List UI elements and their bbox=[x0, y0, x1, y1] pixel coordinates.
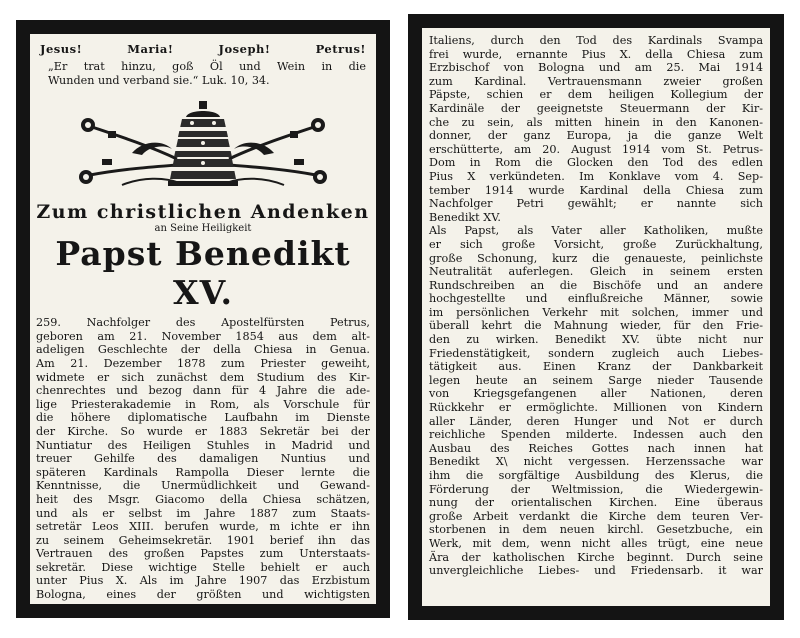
text-line: Erzbischof von Bologna und am 25. Mai 1914 bbox=[429, 61, 763, 75]
quote-line: „Er trat hinzu, goß Öl und Wein in die bbox=[48, 60, 366, 73]
text-line: Päpste, schien er dem heiligen Kollegium der bbox=[429, 88, 763, 102]
text-line: er sich große Vorsicht, große Zurückhaltung, bbox=[429, 237, 763, 251]
text-line: erschütterte, am 20. August 1914 vom St. Petrus- bbox=[429, 142, 763, 156]
right-memorial-page bbox=[408, 14, 784, 620]
quote-line: Wunden und verband sie.“ Luk. 10, 34. bbox=[48, 73, 270, 87]
text-line: tätigkeit aus. Einen Kranz der Dankbarkeit bbox=[429, 360, 763, 374]
text-line: Rückkehr er ermöglichte. Millionen von Kindern bbox=[429, 401, 763, 415]
pope-name-heading: Papst Benedikt XV. bbox=[55, 234, 351, 313]
right-biography-text bbox=[422, 28, 770, 578]
left-page-content bbox=[30, 34, 376, 604]
text-line: 259. Nachfolger des Apostelfürsten Petrus, bbox=[36, 316, 370, 330]
text-line: Werk, mit dem, wenn nicht alles trügt, eine neue bbox=[429, 536, 763, 550]
text-line: große Arbeit verdankt die Kirche dem teuren Ver- bbox=[429, 509, 763, 523]
text-line: reichliche Spenden milderte. Indessen auch den bbox=[429, 428, 763, 442]
text-line: geboren am 21. November 1854 aus dem alt- bbox=[36, 329, 370, 343]
text-line: chenrechtes und bezog dann für 4 Jahre die ade- bbox=[36, 384, 370, 398]
text-line: hochgestellte und einflußreiche Männer, sowie bbox=[429, 292, 763, 306]
text-line: Dom in Rom die Glocken den Tod des edlen bbox=[429, 156, 763, 170]
text-line: große Schonung, kurz die genaueste, peinlichste bbox=[429, 251, 763, 265]
text-line: treuer Gehilfe des damaligen Nuntius und bbox=[36, 452, 370, 466]
text-line: Nachfolger Petri gewählt; er nannte sich bbox=[429, 197, 763, 211]
text-line: widmete er sich zunächst dem Studium des Kir- bbox=[36, 370, 370, 384]
text-line: tember 1914 wurde Kardinal della Chiesa zum bbox=[429, 183, 763, 197]
text-line: unter Pius X. Als im Jahre 1907 das Erzbistum bbox=[36, 574, 370, 588]
text-line: Italiens, durch den Tod des Kardinals Svampa bbox=[429, 34, 763, 47]
text-line: Benedikt X\ nicht vergessen. Herzenssache war bbox=[429, 455, 763, 469]
saint-name: Joseph! bbox=[218, 42, 271, 56]
text-line: frei wurde, ernannte Pius X. della Chiesa zum bbox=[429, 47, 763, 61]
text-line: Pius X verkündeten. Im Konklave vom 4. Sep- bbox=[429, 169, 763, 183]
text-line: Am 21. Dezember 1878 zum Priester geweiht, bbox=[36, 356, 370, 370]
text-line: legen heute an seinem Sarge nieder Tausende bbox=[429, 373, 763, 387]
text-line: Als Papst, als Vater aller Katholiken, mußte bbox=[429, 224, 763, 238]
text-line: aller Länder, deren Hunger und Not er durch bbox=[429, 414, 763, 428]
text-line: überall kehrt die Mahnung wieder, für den Frie- bbox=[429, 319, 763, 333]
memorial-subtitle: an Seine Heiligkeit bbox=[154, 223, 252, 235]
text-line: zum Kardinal. Vertrauensmann zweier großen bbox=[429, 74, 763, 88]
text-line: heit des Msgr. Giacomo della Chiesa schätzen, bbox=[36, 492, 370, 506]
text-line: Friedenstätigkeit, sondern zugleich auch Liebes- bbox=[429, 346, 763, 360]
text-line: lige Priesterakademie in Rom, als Vorschule für bbox=[36, 397, 370, 411]
text-line: Bologna, eines der größten und wichtigsten bbox=[36, 588, 370, 602]
text-line: che zu sein, als mitten hinein in den Kanonen- bbox=[429, 115, 763, 129]
text-line: Ära der katholischen Kirche beginnt. Durch seine bbox=[429, 550, 763, 564]
text-line: Vertrauen des großen Papstes zum Unterstaats- bbox=[36, 547, 370, 561]
text-line: Benedikt XV. bbox=[429, 210, 501, 224]
saint-name: Maria! bbox=[127, 42, 174, 56]
text-line: Förderung der Weltmission, die Wiedergewin- bbox=[429, 482, 763, 496]
text-line: im persönlichen Verkehr mit solchen, immer und bbox=[429, 305, 763, 319]
text-line: Kenntnisse, die Unermüdlichkeit und Gewand- bbox=[36, 479, 370, 493]
text-line: Ausbau des Reiches Gottes nach innen hat bbox=[429, 441, 763, 455]
saint-name: Jesus! bbox=[40, 42, 83, 56]
left-memorial-page bbox=[16, 20, 390, 618]
text-line: den zu wirken. Benedikt XV. übte nicht nur bbox=[429, 333, 763, 347]
papal-tiara-keys-icon bbox=[72, 97, 334, 193]
left-biography-text bbox=[30, 312, 376, 601]
text-line: Rundschreiben an die Bischöfe und an andere bbox=[429, 278, 763, 292]
text-line: Kardinäle der geeignetste Steuermann der Kir- bbox=[429, 101, 763, 115]
memorial-title: Zum christlichen Andenken bbox=[36, 201, 370, 224]
text-line: adeligen Geschlechte der della Chiesa in Genua. bbox=[36, 343, 370, 357]
text-line: unvergleichliche Liebes- und Friedensarb. it war bbox=[429, 564, 763, 578]
text-line: nung der orientalischen Kirchen. Eine überaus bbox=[429, 496, 763, 510]
saints-invocation bbox=[30, 34, 376, 56]
saint-name: Petrus! bbox=[315, 42, 366, 56]
text-line: Nuntiatur des Heiligen Stuhles in Madrid und bbox=[36, 438, 370, 452]
text-line: storbenen in dem neuen kirchl. Gesetzbuche, ein bbox=[429, 523, 763, 537]
scripture-quote bbox=[30, 56, 376, 87]
text-line: ihm die sorgfältige Ausbildung des Klerus, die bbox=[429, 469, 763, 482]
text-line: von Kriegsgefangenen aller Nationen, deren bbox=[429, 387, 763, 401]
text-line: sekretär. Diese wichtige Stelle behielt er auch bbox=[36, 560, 370, 574]
text-line: donner, der ganz Europa, ja die ganze Welt bbox=[429, 129, 763, 143]
text-line: späteren Kardinals Rampolla Dieser lernte die bbox=[36, 465, 370, 479]
text-line: und als er selbst im Jahre 1887 zum Staats- bbox=[36, 506, 370, 520]
text-line: zu seinem Geheimsekretär. 1901 berief ihn das bbox=[36, 533, 370, 547]
text-line: die höhere diplomatische Laufbahn im Dienste bbox=[36, 411, 370, 425]
text-line: Neutralität auferlegen. Gleich in seinem ersten bbox=[429, 265, 763, 279]
text-line: der Kirche. So wurde er 1883 Sekretär bei der bbox=[36, 424, 370, 438]
text-line: setretär Leos XIII. berufen wurde, m ichte er ihn bbox=[36, 520, 370, 534]
right-page-content bbox=[422, 28, 770, 606]
